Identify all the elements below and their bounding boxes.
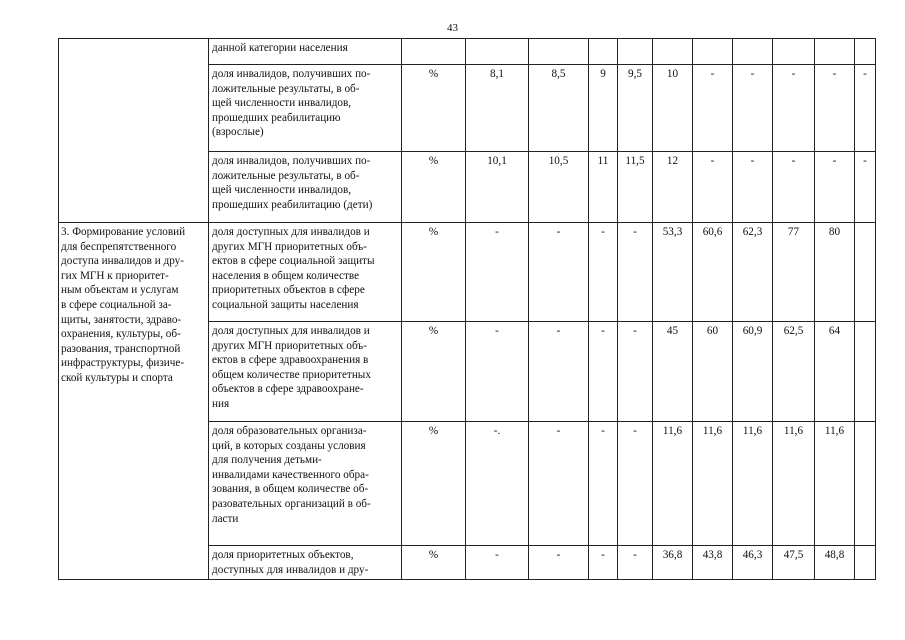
indicator-cell: данной категории населения: [209, 39, 402, 65]
value-cell: 9: [589, 65, 618, 152]
value-cell: 12: [653, 152, 693, 223]
value-cell: [855, 223, 876, 322]
value-cell: 62,5: [773, 322, 815, 422]
group-cell-empty: [59, 39, 209, 223]
indicator-cell: доля приоритетных объектов, доступных для инвалидов и дру-: [209, 546, 402, 580]
value-cell: -: [618, 422, 653, 546]
value-cell: -: [589, 322, 618, 422]
value-cell: -: [466, 322, 529, 422]
value-cell: [529, 39, 589, 65]
value-cell: -: [466, 546, 529, 580]
value-cell: -: [589, 546, 618, 580]
table-row: [59, 223, 876, 322]
value-cell: [733, 39, 773, 65]
value-cell: 46,3: [733, 546, 773, 580]
value-cell: 10,1: [466, 152, 529, 223]
value-cell: 60,9: [733, 322, 773, 422]
value-cell: 53,3: [653, 223, 693, 322]
value-cell: -: [529, 422, 589, 546]
value-cell: [855, 39, 876, 65]
value-cell: 10,5: [529, 152, 589, 223]
indicator-cell: доля образовательных организа- ций, в которых созданы условия для получения детьми- инвалидами качественного обра- зования, в общем количестве об- разовательных организаций в об- ласти: [209, 422, 402, 546]
value-cell: 47,5: [773, 546, 815, 580]
page-number: 43: [447, 22, 458, 34]
value-cell: [855, 322, 876, 422]
value-cell: [773, 39, 815, 65]
value-cell: -: [529, 223, 589, 322]
value-cell: 8,5: [529, 65, 589, 152]
value-cell: -: [773, 65, 815, 152]
group-label: 3. Формирование условий для беспрепятственного доступа инвалидов и дру- гих МГН к приоритет- ным объектам и услугам в сфере социальной за- щиты, занятости, здраво- охранения, культуры, об- разования, транспортной инфраструктуры, физиче- ской культуры и спорта: [59, 223, 209, 580]
value-cell: 9,5: [618, 65, 653, 152]
value-cell: 60: [693, 322, 733, 422]
unit-cell: %: [402, 152, 466, 223]
value-cell: -: [529, 546, 589, 580]
value-cell: -: [589, 223, 618, 322]
value-cell: -: [693, 152, 733, 223]
value-cell: -: [618, 223, 653, 322]
value-cell: 8,1: [466, 65, 529, 152]
indicator-cell: доля доступных для инвалидов и других МГН приоритетных объ- ектов в сфере здравоохранения в общем количестве приоритетных объектов в сфере здравоохране- ния: [209, 322, 402, 422]
value-cell: [693, 39, 733, 65]
value-cell: 60,6: [693, 223, 733, 322]
value-cell: -: [855, 152, 876, 223]
value-cell: -: [589, 422, 618, 546]
indicators-table: [58, 38, 876, 580]
value-cell: 36,8: [653, 546, 693, 580]
value-cell: 43,8: [693, 546, 733, 580]
value-cell: -: [618, 546, 653, 580]
value-cell: 11,6: [653, 422, 693, 546]
unit-cell: %: [402, 223, 466, 322]
value-cell: -: [815, 152, 855, 223]
value-cell: 45: [653, 322, 693, 422]
value-cell: 11,6: [773, 422, 815, 546]
value-cell: 62,3: [733, 223, 773, 322]
table-row: [59, 39, 876, 65]
unit-cell: %: [402, 65, 466, 152]
value-cell: -: [618, 322, 653, 422]
value-cell: 64: [815, 322, 855, 422]
indicator-cell: доля доступных для инвалидов и других МГН приоритетных объ- ектов в сфере социальной защиты населения в общем количестве приоритетных объектов в сфере социальной защиты населения: [209, 223, 402, 322]
unit-cell: %: [402, 422, 466, 546]
value-cell: -.: [466, 422, 529, 546]
value-cell: -: [855, 65, 876, 152]
value-cell: 11,6: [693, 422, 733, 546]
value-cell: 11,6: [733, 422, 773, 546]
value-cell: 11: [589, 152, 618, 223]
unit-cell: [402, 39, 466, 65]
value-cell: [653, 39, 693, 65]
value-cell: 10: [653, 65, 693, 152]
value-cell: 77: [773, 223, 815, 322]
value-cell: -: [529, 322, 589, 422]
value-cell: [855, 422, 876, 546]
value-cell: -: [733, 65, 773, 152]
indicator-cell: доля инвалидов, получивших по- ложительные результаты, в об- щей численности инвалидов, прошедших реабилитацию (взрослые): [209, 65, 402, 152]
indicator-cell: доля инвалидов, получивших по- ложительные результаты, в об- щей численности инвалидов, прошедших реабилитацию (дети): [209, 152, 402, 223]
unit-cell: %: [402, 546, 466, 580]
value-cell: -: [815, 65, 855, 152]
value-cell: [618, 39, 653, 65]
value-cell: -: [733, 152, 773, 223]
value-cell: -: [773, 152, 815, 223]
value-cell: [815, 39, 855, 65]
value-cell: -: [466, 223, 529, 322]
value-cell: 48,8: [815, 546, 855, 580]
value-cell: 11,6: [815, 422, 855, 546]
value-cell: [855, 546, 876, 580]
value-cell: -: [693, 65, 733, 152]
value-cell: 11,5: [618, 152, 653, 223]
value-cell: 80: [815, 223, 855, 322]
unit-cell: %: [402, 322, 466, 422]
value-cell: [466, 39, 529, 65]
value-cell: [589, 39, 618, 65]
